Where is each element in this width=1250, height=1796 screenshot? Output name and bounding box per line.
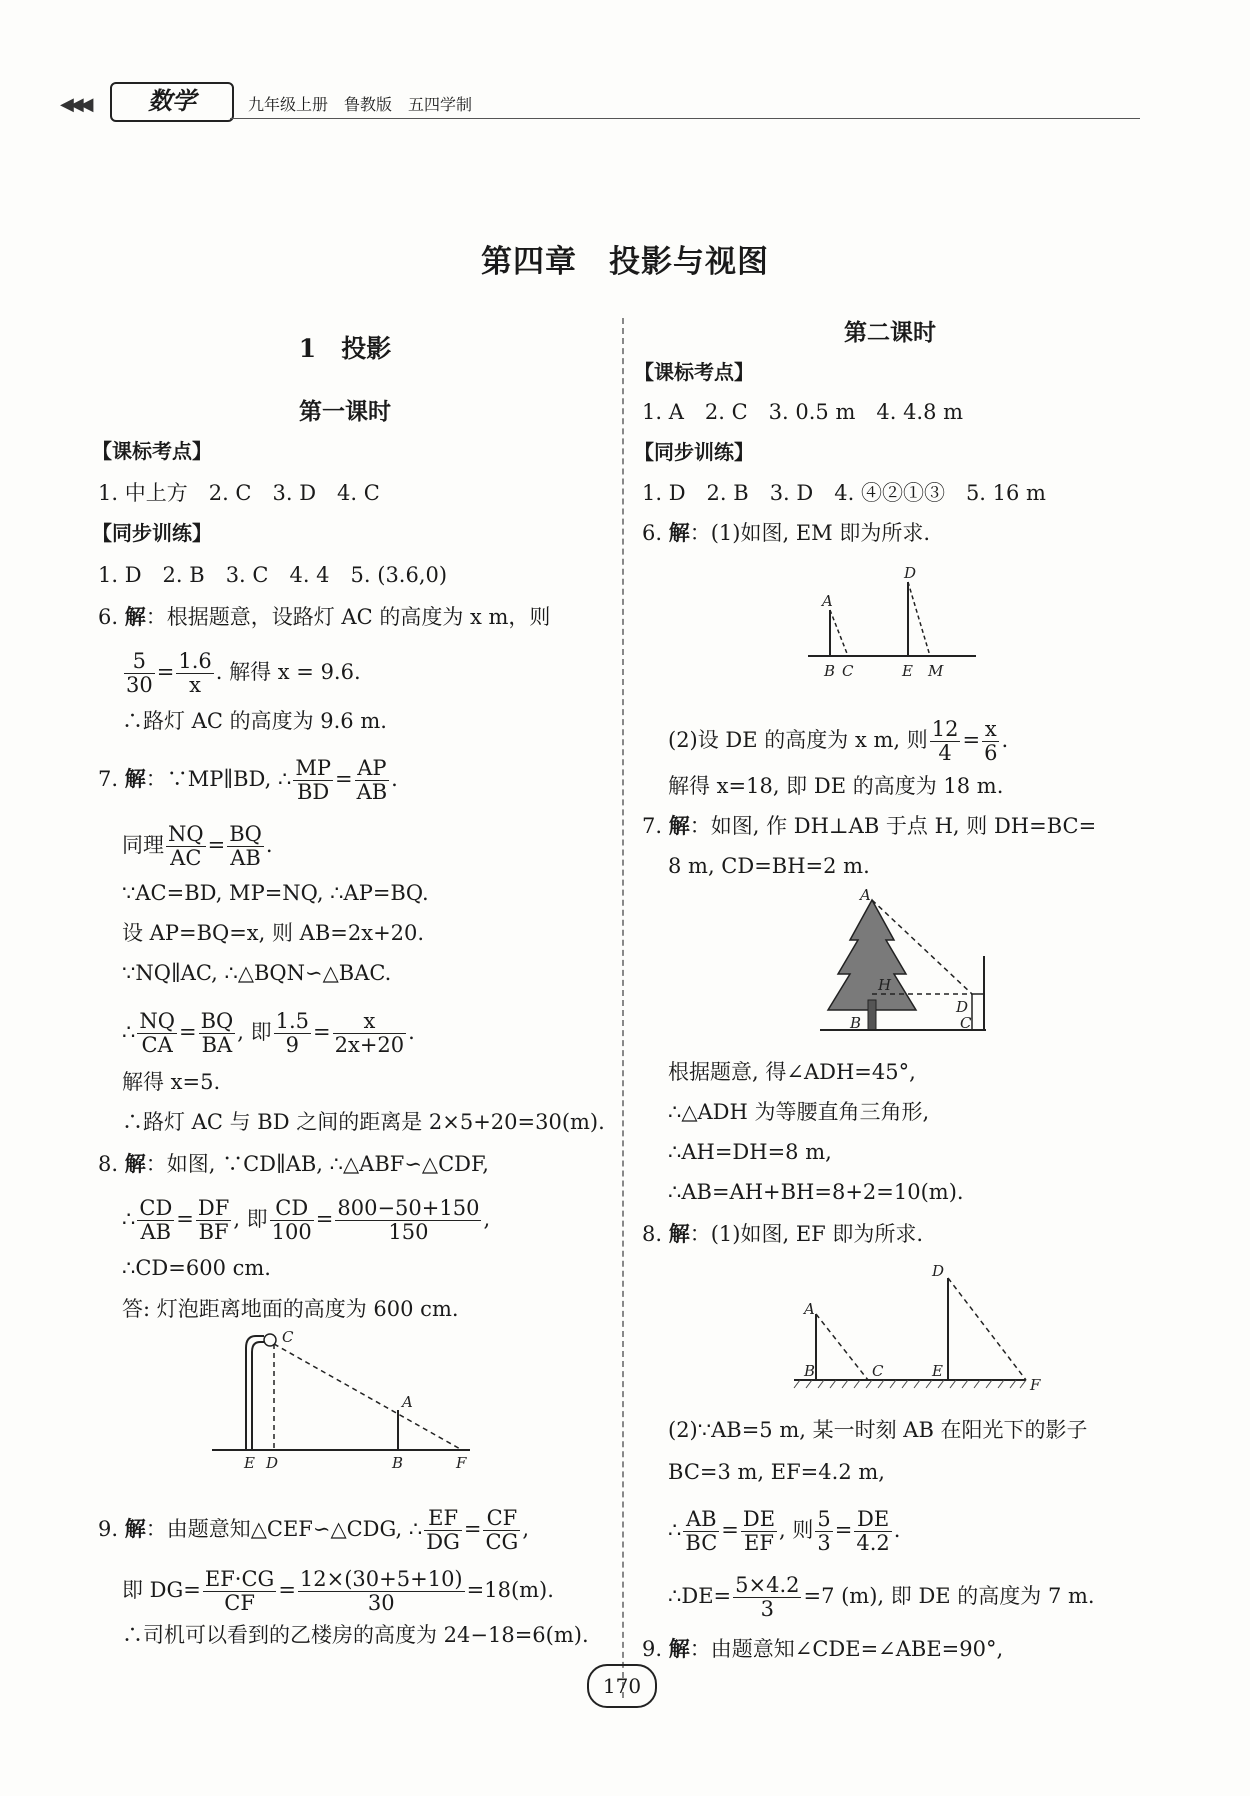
left-q7-line6: ∴ $\frac{NQ}{CA}$ = $\frac{BQ}{BA}$ , 即 $\frac{1.5}{9}$ = $\frac{x}{2x+20}$ . (122, 1009, 415, 1057)
right-q7-line2: 8 m, CD=BH=2 m. (668, 854, 870, 878)
left-q8-line3: ∴CD=600 cm. (122, 1256, 271, 1280)
svg-text:C: C (960, 1014, 972, 1032)
svg-text:E: E (932, 1362, 943, 1380)
left-q7-line5: ∵NQ∥AC, ∴△BQN∽△BAC. (122, 961, 392, 985)
tb-answers: 1. D 2. B 3. C 4. 4 5. (3.6,0) (98, 563, 448, 587)
svg-text:C: C (842, 662, 854, 680)
chapter-title: 第四章 投影与视图 (481, 244, 769, 280)
figure-q8-shadows (790, 1262, 1050, 1392)
svg-text:A: A (822, 592, 833, 610)
tb-label: 【同步训练】 (92, 521, 212, 545)
right-q7-line1: 7. 解：如图, 作 DH⊥AB 于点 H, 则 DH=BC= (642, 813, 1097, 838)
right-q7-line4: ∴△ADH 为等腰直角三角形, (668, 1100, 930, 1124)
right-kb-answers: 1. A 2. C 3. 0.5 m 4. 4.8 m (642, 400, 964, 424)
section-title: 1 投影 (298, 334, 392, 363)
right-q7-line3: 根据题意, 得∠ADH=45°, (668, 1060, 916, 1084)
svg-text:A: A (804, 1300, 815, 1318)
left-q7-line3: ∵AC=BD, MP=NQ, ∴AP=BQ. (122, 881, 429, 905)
right-q9-line1: 9. 解：由题意知∠CDE=∠ABE=90°, (642, 1636, 1004, 1661)
svg-text:D: D (266, 1454, 279, 1472)
svg-text:D: D (904, 564, 917, 582)
svg-text:M: M (928, 662, 944, 680)
svg-text:H: H (878, 976, 892, 994)
figure-q7-tree (820, 886, 1000, 1040)
figure-streetlight (200, 1330, 500, 1470)
right-q7-line6: ∴AB=AH+BH=8+2=10(m). (668, 1180, 964, 1204)
svg-text:E: E (902, 662, 913, 680)
right-tb-answers: 1. D 2. B 3. D 4. ④②①③ 5. 16 m (642, 481, 1046, 505)
right-tb-label: 【同步训练】 (634, 440, 754, 464)
column-divider (622, 318, 624, 1698)
svg-text:C: C (872, 1362, 884, 1380)
left-q8-line4: 答: 灯泡距离地面的高度为 600 cm. (122, 1297, 459, 1321)
svg-text:B: B (850, 1014, 862, 1032)
subject-badge: 数学 (110, 82, 234, 122)
right-q8-line5: ∴DE= $\frac{5\times 4.2}{3}$ =7 (m), 即 DE 的高度为 7 m. (668, 1573, 1095, 1621)
page-header (60, 82, 1140, 122)
svg-text:A: A (860, 886, 871, 904)
right-q6-line2: (2)设 DE 的高度为 x m, 则 $\frac{12}{4}$ = $\frac{x}{6}$ . (668, 717, 1009, 765)
left-q8-line1: 8. 解：如图, ∵CD∥AB, ∴△ABF∽△CDF, (98, 1151, 489, 1176)
svg-text:C: C (282, 1328, 294, 1346)
svg-text:B: B (824, 662, 836, 680)
figure-q6-shadows (808, 560, 988, 680)
left-q7-line2: 同理 $\frac{NQ}{AC}$ = $\frac{BQ}{AB}$ . (122, 822, 273, 870)
right-q8-line1: 8. 解：(1)如图, EF 即为所求. (642, 1221, 924, 1246)
left-q9-line3: ∴司机可以看到的乙楼房的高度为 24−18=6(m). (122, 1623, 589, 1647)
svg-text:E: E (244, 1454, 255, 1472)
right-q6-line1: 6. 解：(1)如图, EM 即为所求. (642, 520, 931, 545)
svg-text:F: F (456, 1454, 467, 1472)
header-rule (230, 118, 1140, 119)
right-q8-line2: (2)∵AB=5 m, 某一时刻 AB 在阳光下的影子 (668, 1418, 1088, 1442)
left-q6-line2: $\frac{5}{30}$ = $\frac{1.6}{x}$ . 解得 x = 9.6. (126, 649, 361, 697)
book-info: 九年级上册 鲁教版 五四学制 (248, 95, 473, 114)
svg-text:B: B (804, 1362, 816, 1380)
left-q7-line7: 解得 x=5. (122, 1070, 221, 1094)
left-q9-line2: 即 DG= $\frac{EF\cdot CG}{CF}$ = $\frac{12\times(30+5+10)}{30}$ =18(m). (122, 1567, 554, 1615)
left-q8-line2: ∴ $\frac{CD}{AB}$ = $\frac{DF}{BF}$ , 即 $\frac{CD}{100}$ = $\frac{800-50+150}{150}$ , (122, 1196, 491, 1244)
svg-text:B: B (392, 1454, 404, 1472)
right-kb-label: 【课标考点】 (634, 360, 754, 384)
left-q7-line8: ∴路灯 AC 与 BD 之间的距离是 2×5+20=30(m). (122, 1110, 605, 1134)
right-q7-line5: ∴AH=DH=8 m, (668, 1140, 832, 1164)
kb-label: 【课标考点】 (92, 439, 212, 463)
left-q6-line1: 6. 解：根据题意，设路灯 AC 的高度为 x m，则 (98, 604, 551, 629)
arrow-left-icon: ◀◀◀ (60, 94, 90, 115)
left-q6-line3: ∴路灯 AC 的高度为 9.6 m. (122, 709, 387, 733)
kb-answers: 1. 中上方 2. C 3. D 4. C (98, 481, 380, 505)
svg-text:D: D (932, 1262, 945, 1280)
right-q6-line3: 解得 x=18, 即 DE 的高度为 18 m. (668, 774, 1004, 798)
svg-text:D: D (956, 998, 969, 1016)
right-lesson-title: 第二课时 (844, 319, 936, 346)
page-number: 170 (587, 1664, 657, 1708)
svg-text:A: A (402, 1393, 413, 1411)
left-q7-line4: 设 AP=BQ=x, 则 AB=2x+20. (122, 921, 425, 945)
lesson-title: 第一课时 (299, 398, 391, 425)
right-q8-line3: BC=3 m, EF=4.2 m, (668, 1460, 885, 1484)
right-q8-line4: ∴ $\frac{AB}{BC}$ = $\frac{DE}{EF}$ , 则 $\frac{5}{3}$ = $\frac{DE}{4.2}$ . (668, 1507, 901, 1555)
left-q9-line1: 9. 解：由题意知△CEF∽△CDG, ∴ $\frac{EF}{DG}$ = $\frac{CF}{CG}$ , (98, 1506, 530, 1554)
svg-text:F: F (1030, 1376, 1041, 1394)
left-q7-line1: 7. 解：∵MP∥BD, ∴ $\frac{MP}{BD}$ = $\frac{AP}{AB}$ . (98, 756, 398, 804)
